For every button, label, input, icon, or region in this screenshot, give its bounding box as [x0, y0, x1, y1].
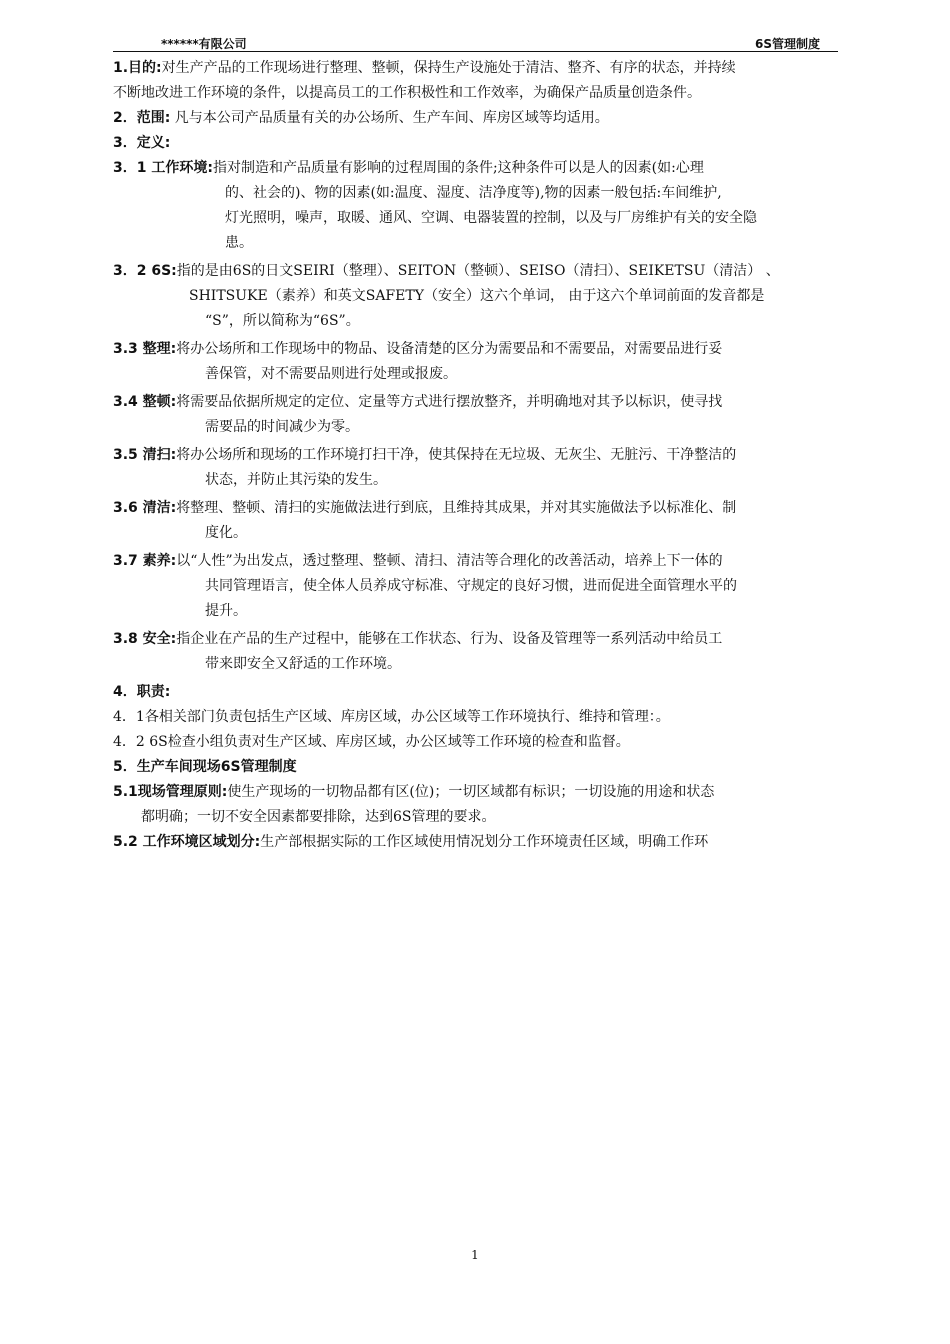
section-1-line-2: 不断地改进工作环境的条件，以提高员工的工作积极性和工作效率，为确保产品质量创造条件。 — [113, 85, 701, 101]
section-3-2-line-2: SHITSUKE（素养）和英文SAFETY（安全）这六个单词， 由于这六个单词前面的发音都是 — [189, 288, 765, 304]
section-4-1: 4．1各相关部门负责包括生产区域、库房区域，办公区域等工作环境执行、维持和管理：。 — [113, 709, 670, 725]
section-3-7-line-1: 3.7 素养:以“人性”为出发点，透过整理、整顿、清扫、清洁等合理化的改善活动，培养上下一体的 — [113, 553, 723, 569]
section-3-3-line-2: 善保管，对不需要品则进行处理或报废。 — [205, 366, 457, 382]
section-4-heading: 4．职责: — [113, 684, 171, 700]
section-3-6-line-2: 度化。 — [205, 525, 247, 541]
section-3-5-line-1: 3.5 清扫:将办公场所和现场的工作环境打扫干净，使其保持在无垃圾、无灰尘、无脏污、干净整洁的 — [113, 447, 737, 463]
section-3-3-line-1: 3.3 整理:将办公场所和工作现场中的物品、设备清楚的区分为需要品和不需要品，对需要品进行妥 — [113, 341, 723, 357]
section-3-2-line-1: 3．2 6S:指的是由6S的日文SEIRI（整理）、SEITON（整顿）、SEISO（清扫）、SEIKETSU（清洁） 、 — [113, 263, 780, 279]
section-3-1-line-1: 3．1 工作环境:指对制造和产品质量有影响的过程周围的条件;这种条件可以是人的因素(如:心理 — [113, 160, 704, 176]
section-3-6-line-1: 3.6 清洁:将整理、整顿、清扫的实施做法进行到底，且维持其成果，并对其实施做法予以标准化、制 — [113, 500, 737, 516]
page-number: 1 — [471, 1248, 479, 1262]
section-3-4-line-2: 需要品的时间减少为零。 — [205, 419, 359, 435]
section-3-8-line-2: 带来即安全又舒适的工作环境。 — [205, 656, 401, 672]
section-3-7-line-3: 提升。 — [205, 603, 247, 619]
section-3-1-line-2: 的、社会的)、物的因素(如:温度、湿度、洁净度等),物的因素一般包括:车间维护, — [225, 185, 722, 201]
section-1-line-1: 1.目的:对生产产品的工作现场进行整理、整顿，保持生产设施处于清洁、整齐、有序的状态，并持续 — [113, 60, 736, 76]
section-3-1-line-3: 灯光照明，噪声，取暖、通风、空调、电器装置的控制，以及与厂房维护有关的安全隐 — [225, 210, 757, 226]
company-name: ******有限公司 — [161, 37, 247, 51]
section-3-4-line-1: 3.4 整顿:将需要品依据所规定的定位、定量等方式进行摆放整齐，并明确地对其予以标识，使寻找 — [113, 394, 723, 410]
section-3-5-line-2: 状态，并防止其污染的发生。 — [205, 472, 387, 488]
document-body — [113, 56, 840, 855]
section-3-2-line-3: “S”，所以简称为“6S”。 — [205, 313, 360, 329]
section-4-2: 4．2 6S检查小组负责对生产区域、库房区域，办公区域等工作环境的检查和监督。 — [113, 734, 630, 750]
section-2: 2．范围: 凡与本公司产品质量有关的办公场所、生产车间、库房区域等均适用。 — [113, 110, 609, 126]
section-5-heading: 5．生产车间现场6S管理制度 — [113, 759, 297, 775]
section-3-heading: 3．定义: — [113, 135, 171, 151]
section-5-1-line-1: 5.1现场管理原则:使生产现场的一切物品都有区(位)；一切区域都有标识；一切设施的用途和状态 — [113, 784, 715, 800]
section-5-2-line-1: 5.2 工作环境区域划分:生产部根据实际的工作区域使用情况划分工作环境责任区域，明确工作环 — [113, 834, 709, 850]
section-3-8-line-1: 3.8 安全:指企业在产品的生产过程中，能够在工作状态、行为、设备及管理等一系列活动中给员工 — [113, 631, 723, 647]
section-3-1-line-4: 患。 — [225, 235, 253, 251]
section-5-1-line-2: 都明确；一切不安全因素都要排除，达到6S管理的要求。 — [141, 809, 496, 825]
section-3-7-line-2: 共同管理语言，使全体人员养成守标准、守规定的良好习惯，进而促进全面管理水平的 — [205, 578, 737, 594]
page-header — [113, 34, 838, 52]
document-title: 6S管理制度 — [755, 37, 820, 51]
